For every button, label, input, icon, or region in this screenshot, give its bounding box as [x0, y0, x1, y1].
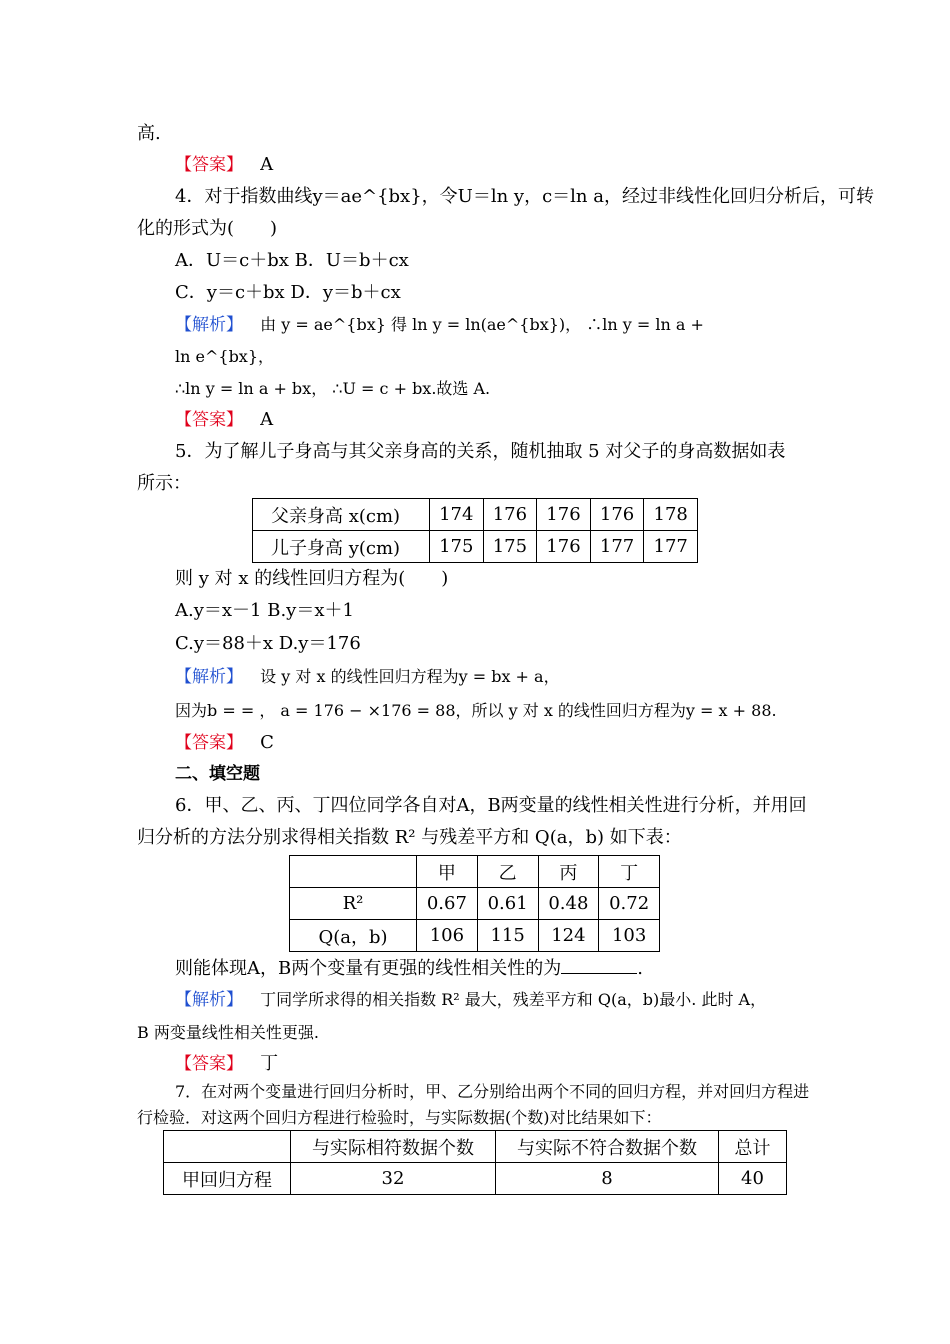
answer-value: A	[260, 409, 274, 430]
table-cell: 176	[537, 499, 591, 531]
choices-ab: A．U＝c＋bx B．U＝b＋cx	[175, 250, 409, 271]
table-cell: 174	[430, 499, 484, 531]
answer-tag: 【答案】	[175, 733, 243, 753]
table-cell: 115	[477, 920, 538, 952]
table-header-row	[164, 1131, 787, 1163]
row-label: 甲回归方程	[164, 1163, 291, 1195]
table-cell: 0.61	[477, 888, 538, 920]
choices-ab: A.y＝x－1 B.y＝x＋1	[175, 600, 354, 621]
table-cell: 176	[590, 499, 644, 531]
header-cell: 与实际不符合数据个数	[496, 1131, 719, 1163]
header-cell: 总计	[719, 1131, 787, 1163]
choices-cd: C．y＝c＋bx D．y＝b＋cx	[175, 282, 401, 303]
analysis-tag: 【解析】	[175, 315, 243, 335]
analysis-text: 由 y = ae^{bx} 得 ln y = ln(ae^{bx})， ∴ln y = ln a +	[260, 315, 704, 334]
analysis-tag: 【解析】	[175, 990, 243, 1010]
answer-tag: 【答案】	[175, 155, 243, 175]
answer-blank	[561, 955, 637, 974]
question-6-line-3: 则能体现A，B两个变量有更强的线性相关性的为 .	[175, 955, 643, 981]
row-label: 儿子身高 y(cm)	[253, 531, 430, 563]
table-row	[164, 1163, 787, 1195]
table-cell: 176	[537, 531, 591, 563]
height-table	[252, 498, 698, 563]
question-7-line-1: 7．在对两个变量进行回归分析时，甲、乙分别给出两个不同的回归方程，并对回归方程进	[175, 1082, 810, 1101]
table-cell: 8	[496, 1163, 719, 1195]
question-text: 则能体现A，B两个变量有更强的线性相关性的为	[175, 958, 562, 979]
header-cell: 甲	[417, 856, 478, 888]
text-line: 高.	[137, 123, 161, 144]
row-label: R²	[290, 888, 417, 920]
analysis-line	[175, 313, 704, 337]
row-label: Q(a，b)	[290, 920, 417, 952]
answer-line	[175, 153, 273, 177]
analysis-text: 丁同学所求得的相关指数 R² 最大，残差平方和 Q(a，b)最小. 此时 A，	[260, 990, 767, 1009]
question-5-line-1: 5．为了解儿子身高与其父亲身高的关系，随机抽取 5 对父子的身高数据如表	[175, 441, 786, 462]
question-4-line-1: 4．对于指数曲线y＝ae^{bx}，令U＝ln y，c＝ln a，经过非线性化回归分析后，可转	[175, 186, 874, 207]
table-row	[290, 920, 660, 952]
header-cell: 丁	[599, 856, 660, 888]
answer-tag: 【答案】	[175, 410, 243, 430]
question-7-line-2: 行检验．对这两个回归方程进行检验时，与实际数据(个数)对比结果如下：	[137, 1108, 662, 1127]
header-cell: 乙	[477, 856, 538, 888]
table-cell: 124	[538, 920, 599, 952]
analysis-line	[175, 665, 560, 689]
analysis-tag: 【解析】	[175, 667, 243, 687]
analysis-text: 设 y 对 x 的线性回归方程为y = bx + a，	[260, 667, 560, 686]
analysis-text: B 两变量线性相关性更强.	[137, 1023, 319, 1042]
answer-value: C	[260, 732, 274, 753]
table-cell: 0.72	[599, 888, 660, 920]
table-cell: 0.48	[538, 888, 599, 920]
table-row	[290, 888, 660, 920]
table-row	[253, 499, 698, 531]
section-heading: 二、填空题	[175, 764, 260, 784]
table-cell: 177	[590, 531, 644, 563]
answer-line	[175, 731, 274, 755]
header-cell	[290, 856, 417, 888]
table-cell: 175	[483, 531, 537, 563]
question-6-line-2: 归分析的方法分别求得相关指数 R² 与残差平方和 Q(a，b) 如下表：	[137, 827, 682, 848]
header-cell: 与实际相符数据个数	[291, 1131, 496, 1163]
analysis-text: 因为b = = ， a = 176 − ×176 = 88，所以 y 对 x 的线性回归方程为y = x + 88.	[175, 701, 777, 720]
table-cell: 0.67	[417, 888, 478, 920]
analysis-line	[175, 988, 766, 1012]
analysis-text: ∴ln y = ln a + bx， ∴U = c + bx.故选 A.	[175, 379, 491, 398]
answer-value: A	[260, 154, 274, 175]
table-cell: 40	[719, 1163, 787, 1195]
table-cell: 176	[483, 499, 537, 531]
table-cell: 106	[417, 920, 478, 952]
choices-cd: C.y＝88＋x D.y＝176	[175, 633, 361, 654]
regression-check-table	[163, 1130, 787, 1195]
header-cell: 丙	[538, 856, 599, 888]
table-cell: 32	[291, 1163, 496, 1195]
answer-line	[175, 1052, 278, 1076]
table-header-row	[290, 856, 660, 888]
row-label: 父亲身高 x(cm)	[253, 499, 430, 531]
question-6-line-1: 6．甲、乙、丙、丁四位同学各自对A，B两变量的线性相关性进行分析，并用回	[175, 795, 807, 816]
table-cell: 175	[430, 531, 484, 563]
analysis-text: ln e^{bx}，	[175, 347, 275, 366]
table-cell: 103	[599, 920, 660, 952]
table-cell: 177	[644, 531, 698, 563]
question-5-line-2: 所示：	[137, 473, 191, 494]
answer-value: 丁	[260, 1053, 279, 1074]
header-cell	[164, 1131, 291, 1163]
table-cell: 178	[644, 499, 698, 531]
table-row	[253, 531, 698, 563]
correlation-table	[289, 855, 660, 952]
answer-line	[175, 408, 273, 432]
question-5-line-3: 则 y 对 x 的线性回归方程为( )	[175, 568, 449, 589]
question-4-line-2: 化的形式为( )	[137, 218, 278, 239]
answer-tag: 【答案】	[175, 1054, 243, 1074]
